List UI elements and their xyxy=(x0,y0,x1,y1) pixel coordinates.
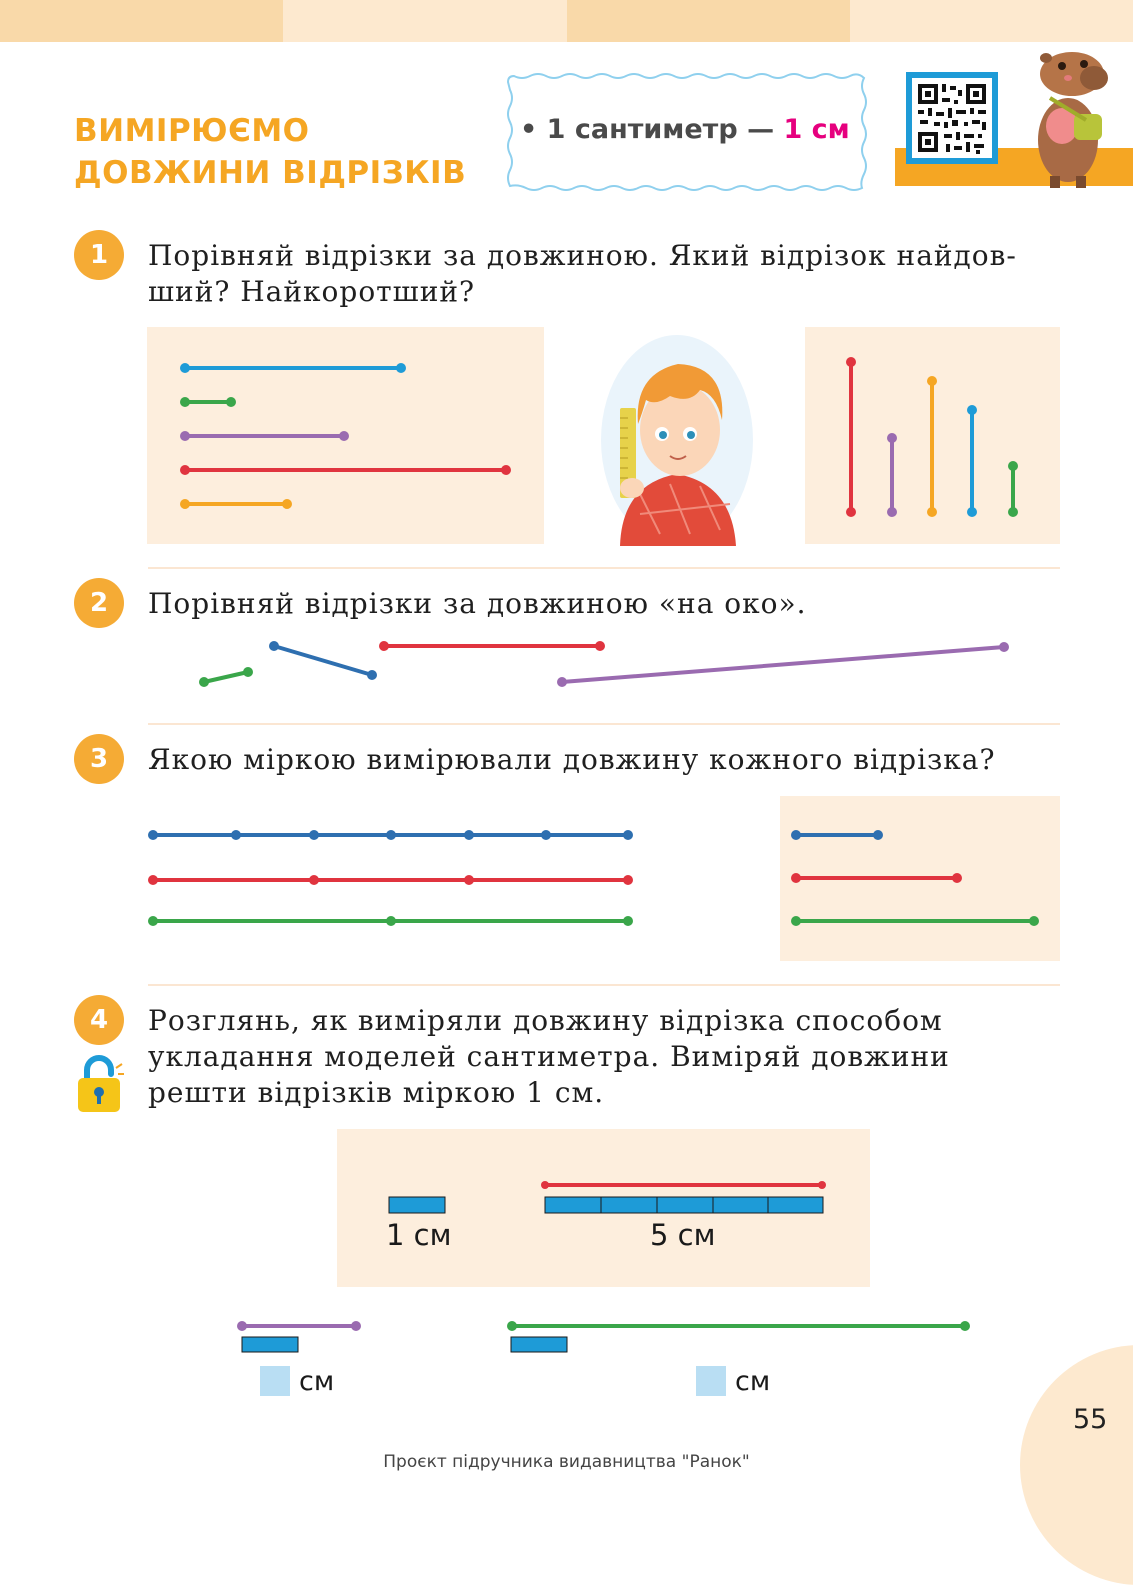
task-4-line-3: решти відрізків міркою 1 см. xyxy=(148,1076,605,1109)
task-2-badge: 2 xyxy=(74,578,124,628)
answer-unit-green: см xyxy=(735,1366,771,1397)
exercise-purple-cm-model xyxy=(242,1337,298,1352)
rule-right-text: 1 см xyxy=(783,114,850,145)
task-4-line-1: Розглянь, як виміряли довжину відрізка способом xyxy=(148,1004,943,1037)
footer-text: Проєкт підручника видавництва "Ранок" xyxy=(383,1452,750,1472)
task-3-badge: 3 xyxy=(74,734,124,784)
task-4-line-2: укладання моделей сантиметра. Виміряй довжини xyxy=(148,1040,950,1073)
answer-unit-purple: см xyxy=(299,1366,335,1397)
page-number: 55 xyxy=(1073,1404,1108,1435)
page-title-line1: ВИМІРЮЄМО xyxy=(74,113,310,149)
rule-bullet: • xyxy=(520,114,538,145)
page-title-line2: ДОВЖИНИ ВІДРІЗКІВ xyxy=(74,155,467,191)
task-4-badge: 4 xyxy=(74,995,124,1045)
answer-box-purple[interactable] xyxy=(260,1366,290,1396)
task-1-line-2: ший? Найкоротший? xyxy=(148,275,476,308)
task-3-line-1: Якою міркою вимірювали довжину кожного відрізка? xyxy=(148,743,996,776)
example-unit-1cm: 1 см xyxy=(386,1218,452,1252)
answer-box-green[interactable] xyxy=(696,1366,726,1396)
task-1-line-1: Порівняй відрізки за довжиною. Який відрізок найдов- xyxy=(148,239,1017,272)
rule-left-text: 1 сантиметр — xyxy=(546,114,775,145)
task-1-badge: 1 xyxy=(74,230,124,280)
exercise-green-cm-model xyxy=(511,1337,567,1352)
example-unit-5cm: 5 см xyxy=(650,1218,716,1252)
task-2-line-1: Порівняй відрізки за довжиною «на око». xyxy=(148,587,807,620)
